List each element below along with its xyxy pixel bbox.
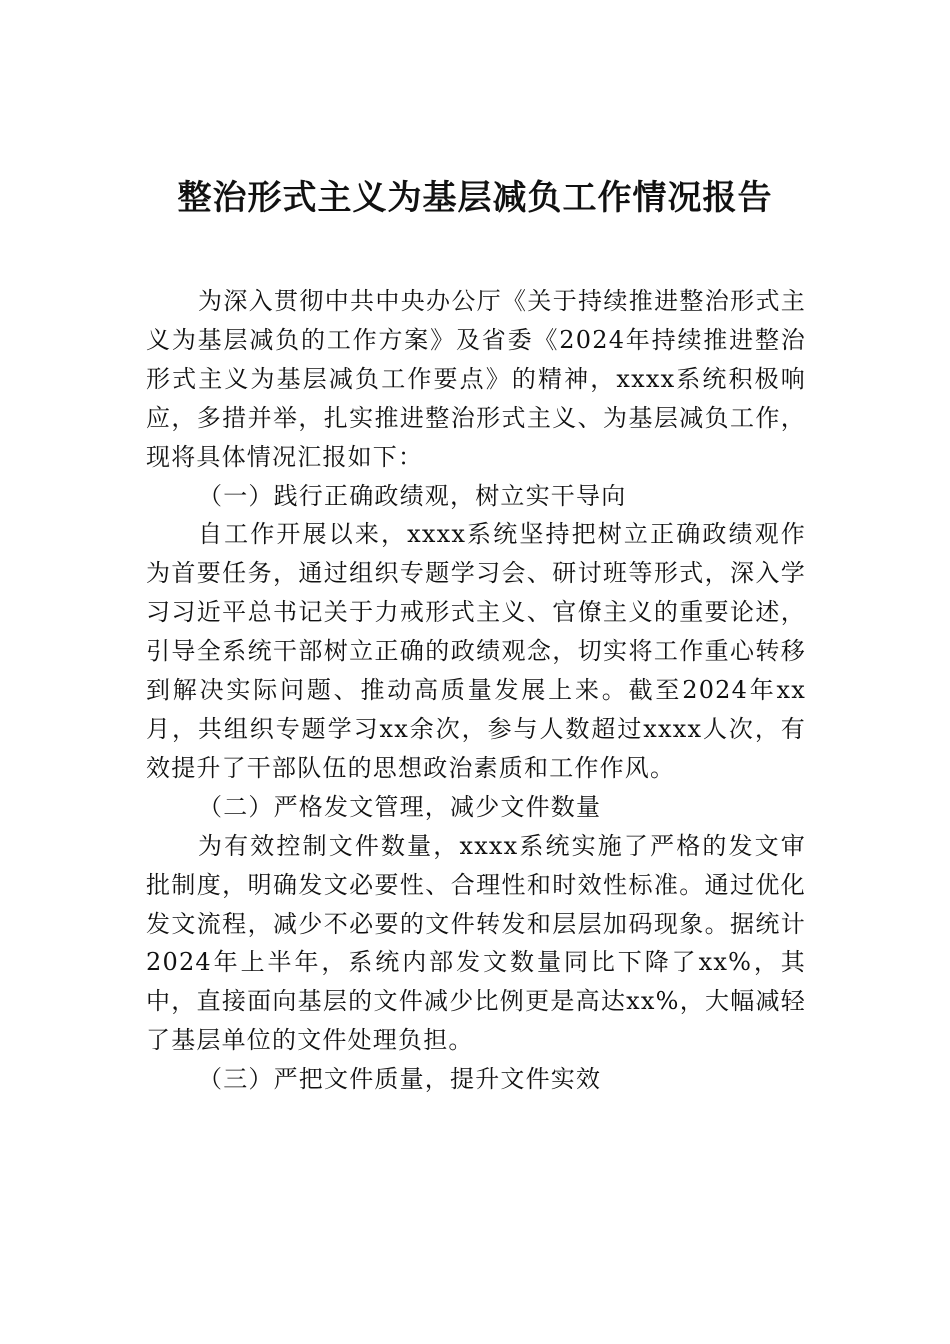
section-heading-2: （二）严格发文管理，减少文件数量 (198, 792, 602, 821)
intro-paragraph: 为深入贯彻中共中央办公厅《关于持续推进整治形式主义为基层减负的工作方案》及省委《2024年持续推进整治形式主义为基层减负工作要点》的精神，xxxx系统积极响应，多措并举，扎实推进整治形式主义、为基层减负工作，现将具体情况汇报如下： (146, 287, 806, 471)
document-title: 整治形式主义为基层减负工作情况报告 (177, 178, 773, 218)
document-body (146, 282, 806, 1099)
section-heading-1: （一）践行正确政绩观，树立实干导向 (198, 481, 627, 510)
section-heading-3: （三）严把文件质量，提升文件实效 (198, 1065, 602, 1094)
section-body-2: 为有效控制文件数量，xxxx系统实施了严格的发文审批制度，明确发文必要性、合理性和时效性标准。通过优化发文流程，减少不必要的文件转发和层层加码现象。据统计2024年上半年，系统内部发文数量同比下降了xx%，其中，直接面向基层的文件减少比例更是高达xx%，大幅减轻了基层单位的文件处理负担。 (146, 831, 806, 1055)
section-body-1: 自工作开展以来，xxxx系统坚持把树立正确政绩观作为首要任务，通过组织专题学习会、研讨班等形式，深入学习习近平总书记关于力戒形式主义、官僚主义的重要论述，引导全系统干部树立正确的政绩观念，切实将工作重心转移到解决实际问题、推动高质量发展上来。截至2024年xx月，共组织专题学习xx余次，参与人数超过xxxx人次，有效提升了干部队伍的思想政治素质和工作作风。 (146, 520, 806, 782)
